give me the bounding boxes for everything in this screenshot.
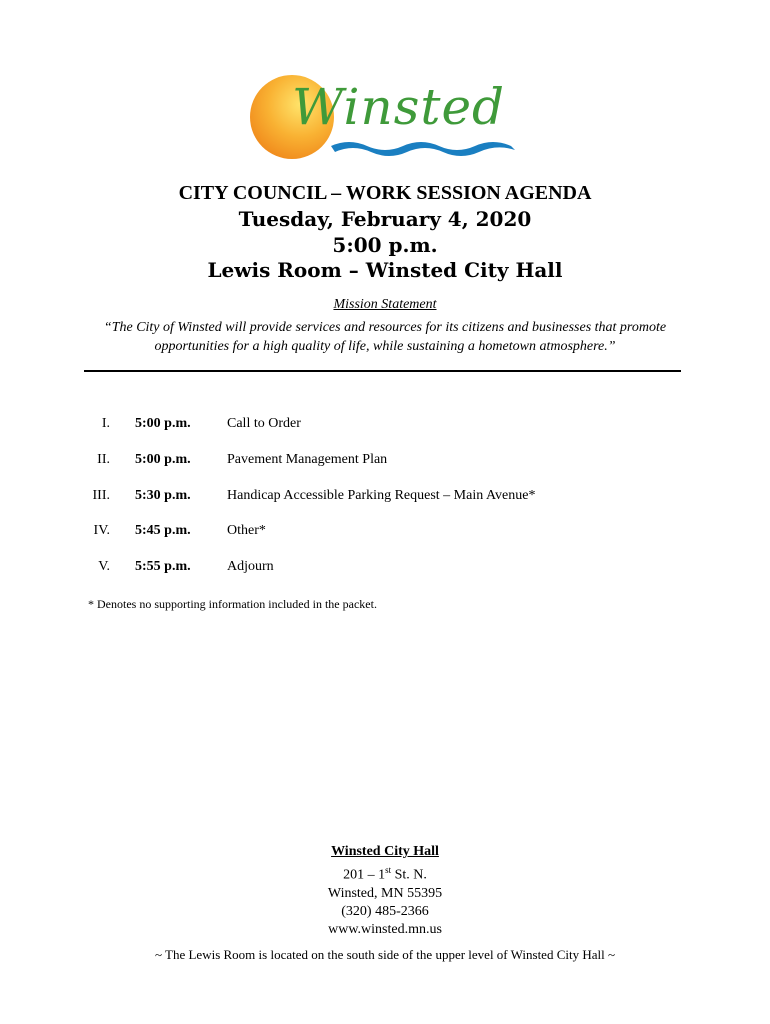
meeting-location: Lewis Room – Winsted City Hall: [207, 258, 563, 282]
agenda-item-time: 5:30 p.m.: [135, 488, 191, 503]
agenda-item: [0, 452, 770, 472]
city-hall-name: Winsted City Hall: [331, 844, 439, 859]
mission-text: “The City of Winsted will provide services and resources for its citizens and businesses that promote opportunities for a high quality of life, while sustaining a hometown atmosphere.”: [103, 320, 667, 354]
city-state-zip: Winsted, MN 55395: [327, 885, 443, 901]
website-link[interactable]: www.winsted.mn.us: [328, 921, 442, 937]
agenda-item: [0, 559, 770, 579]
city-hall-contact: [0, 843, 770, 939]
agenda-item: [0, 523, 770, 543]
phone-number: (320) 485-2366: [341, 903, 429, 919]
street-address: 201 – 1st St. N.: [343, 865, 427, 883]
agenda-item-number: III.: [92, 488, 110, 503]
agenda-item-number: I.: [101, 416, 110, 431]
logo-wordmark: Winsted: [292, 78, 506, 136]
divider: [84, 370, 681, 372]
agenda-item-number: IV.: [93, 523, 110, 538]
agenda-item-number: V.: [98, 559, 110, 574]
agenda-item-description: Pavement Management Plan: [227, 452, 388, 467]
agenda-item-description: Handicap Accessible Parking Request – Main Avenue*: [227, 488, 536, 503]
agenda-item: [0, 416, 770, 436]
agenda-item-description: Call to Order: [227, 416, 301, 431]
agenda-item-description: Adjourn: [227, 559, 274, 574]
footnote: * Denotes no supporting information included in the packet.: [88, 597, 377, 611]
wave-icon: [331, 142, 515, 156]
agenda-item-description: Other*: [227, 523, 266, 538]
winsted-logo: [249, 74, 521, 164]
agenda-item-time: 5:00 p.m.: [135, 416, 191, 431]
location-note: ~ The Lewis Room is located on the south side of the upper level of Winsted City Hall ~: [154, 947, 616, 962]
mission-heading: Mission Statement: [333, 297, 437, 312]
agenda-title: CITY COUNCIL – WORK SESSION AGENDA: [178, 182, 592, 204]
agenda-item-time: 5:45 p.m.: [135, 523, 191, 538]
meeting-time: 5:00 p.m.: [332, 233, 438, 257]
meeting-date: Tuesday, February 4, 2020: [238, 207, 532, 231]
agenda-item-number: II.: [97, 452, 110, 467]
agenda-item-time: 5:00 p.m.: [135, 452, 191, 467]
agenda-item-time: 5:55 p.m.: [135, 559, 191, 574]
agenda-item: [0, 488, 770, 508]
